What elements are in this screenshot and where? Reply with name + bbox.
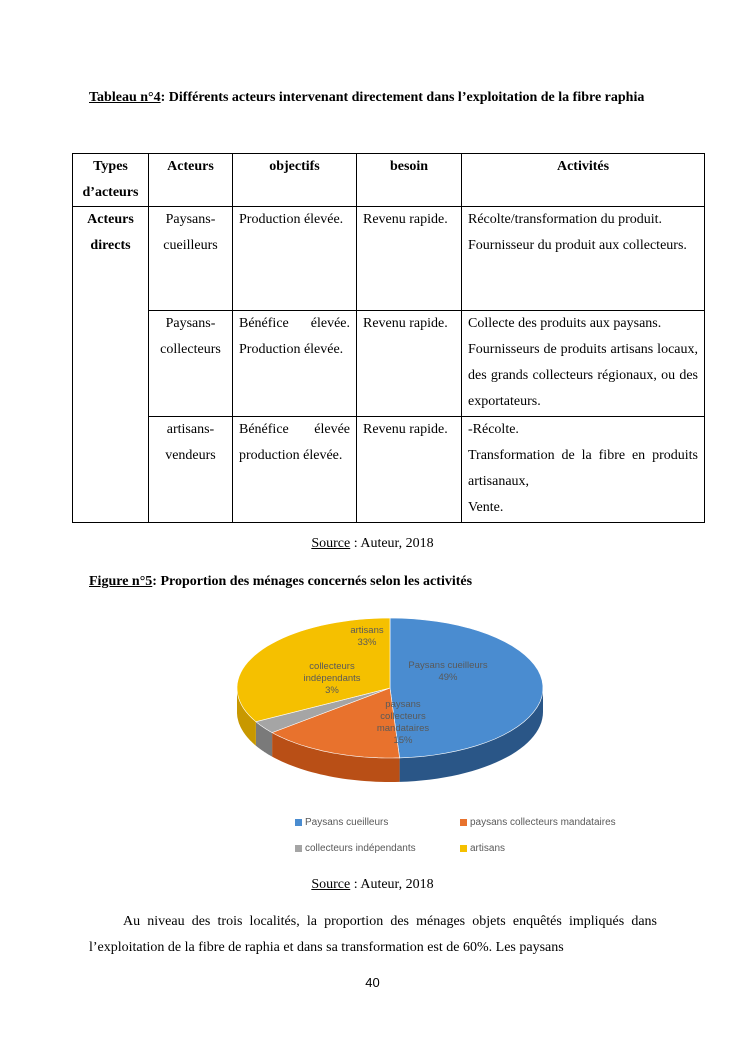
legend-swatch [460, 819, 467, 826]
body-paragraph: Au niveau des trois localités, la proportion des ménages objets enquêtés impliqués dans l’exploitation de la fibre de raphia et dans sa transformation est de 60%. Les paysans [89, 914, 657, 955]
table-caption-text: : Différents acteurs intervenant directement dans l’exploitation de la fibre raphia [160, 90, 645, 105]
pie-data-label: collecteurs indépendants 3% [303, 661, 361, 696]
table-header-row [73, 154, 705, 207]
legend-swatch [295, 819, 302, 826]
activite-line: -Récolte. [468, 422, 519, 437]
header-activites: Activités [462, 154, 705, 207]
source-text: : Auteur, 2018 [350, 877, 434, 892]
activite-line: Récolte/transformation du produit. [468, 212, 663, 227]
pie-tops [237, 618, 543, 758]
header-objectifs: objectifs [233, 154, 357, 207]
source-text: : Auteur, 2018 [350, 536, 434, 551]
legend-label: Paysans cueilleurs [305, 817, 389, 828]
activite-line: Fournisseurs de produits artisans locaux, des grands collecteurs régionaux, ou des exportateurs. [468, 342, 698, 409]
table-row [73, 417, 705, 523]
legend-label: artisans [470, 843, 506, 854]
table-row [73, 207, 705, 311]
acteur-cell: Paysans-cueilleurs [149, 207, 233, 311]
figure-caption [89, 568, 657, 596]
pie-chart [0, 600, 745, 870]
activites-cell [462, 311, 705, 417]
figure-caption-text: : Proportion des ménages concernés selon les activités [152, 574, 473, 589]
activite-line: Transformation de la fibre en produits artisanaux, [468, 448, 698, 489]
legend-swatch [295, 845, 302, 852]
legend-item [295, 817, 388, 828]
table-caption [89, 84, 657, 112]
legend-item [460, 817, 616, 828]
page-number: 40 [365, 975, 380, 990]
type-cell: Acteurs directs [73, 207, 149, 523]
besoin-cell: Revenu rapide. [357, 417, 462, 523]
header-acteurs: Acteurs [149, 154, 233, 207]
header-types: Types d’acteurs [73, 154, 149, 207]
pie-data-label: paysans collecteurs mandataires 15% [376, 699, 430, 746]
activites-cell [462, 207, 705, 311]
besoin-cell: Revenu rapide. [357, 311, 462, 417]
objectif-cell: Bénéfice élevée production élevée. [233, 417, 357, 523]
acteur-cell: artisans-vendeurs [149, 417, 233, 523]
legend-label: paysans collecteurs mandataires [470, 817, 616, 828]
legend-item [295, 843, 416, 854]
figure-caption-label: Figure n°5 [89, 574, 153, 589]
objectif-cell: Production élevée. [233, 207, 357, 311]
activite-line: Vente. [468, 500, 504, 515]
activite-line: Collecte des produits aux paysans. [468, 316, 662, 331]
actors-table [72, 153, 705, 523]
figure-source [0, 877, 745, 893]
acteur-cell: Paysans-collecteurs [149, 311, 233, 417]
table-source [0, 536, 745, 552]
source-label: Source [311, 877, 351, 892]
pie-data-label: artisans 33% [350, 625, 384, 648]
objectif-cell: Bénéfice élevée. Production élevée. [233, 311, 357, 417]
table-row [73, 311, 705, 417]
legend-label: collecteurs indépendants [305, 843, 416, 854]
header-besoin: besoin [357, 154, 462, 207]
pie-data-label: Paysans cueilleurs 49% [408, 660, 488, 683]
legend-item [460, 843, 505, 854]
besoin-cell: Revenu rapide. [357, 207, 462, 311]
legend-swatch [460, 845, 467, 852]
source-label: Source [311, 536, 351, 551]
activites-cell [462, 417, 705, 523]
activite-line: Fournisseur du produit aux collecteurs. [468, 238, 687, 253]
table-caption-label: Tableau n°4 [89, 90, 161, 105]
